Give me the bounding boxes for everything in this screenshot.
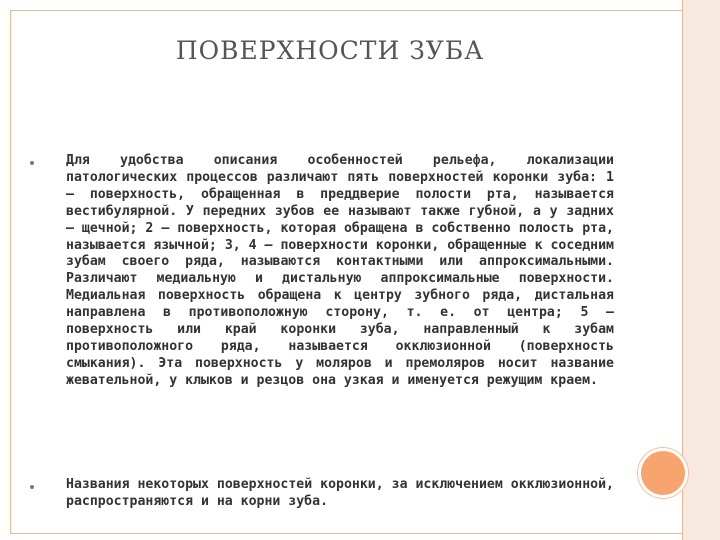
right-decorative-band bbox=[683, 0, 720, 540]
bullet-dot bbox=[30, 485, 34, 489]
bullet-dot bbox=[30, 161, 34, 165]
frame-divider-line bbox=[682, 0, 683, 540]
bullet-text-2: Названия некоторых поверхностей коронки, за исключением окклюзионной, распространяются и на корни зуба. bbox=[66, 477, 614, 509]
bullet-text-1: Для удобства описания особенностей рельефа, локализации патологических процессов различают пять поверхностей коронки зуба: 1 — поверхность, обращенная в преддверие полости рта, называется вестибулярной. У передних зубов ее называют также губной, а у задних — щечной; 2 — поверхность, которая обращена в собственно полость рта, называется язычной; 3, 4 — поверхности коронки, обращенные к соседним зубам своего ряда, называются контактными или аппроксимальными. Различают медиальную и дистальную аппроксимальные поверхности. Медиальная поверхность обращена к центру зубного ряда, дистальная направлена в противоположную сторону, т. е. от центра; 5 — поверхность или край коронки зуба, направленный к зубам противоположного ряда, называется окклюзионной (поверхность смыкания). Эта поверхность у моляров и премоляров носит название жевательной, у клыков и резцов она узкая и именуется режущим краем. bbox=[66, 153, 614, 388]
slide-title: ПОВЕРХНОСТИ ЗУБА bbox=[175, 36, 485, 65]
decorative-circle bbox=[641, 451, 685, 495]
